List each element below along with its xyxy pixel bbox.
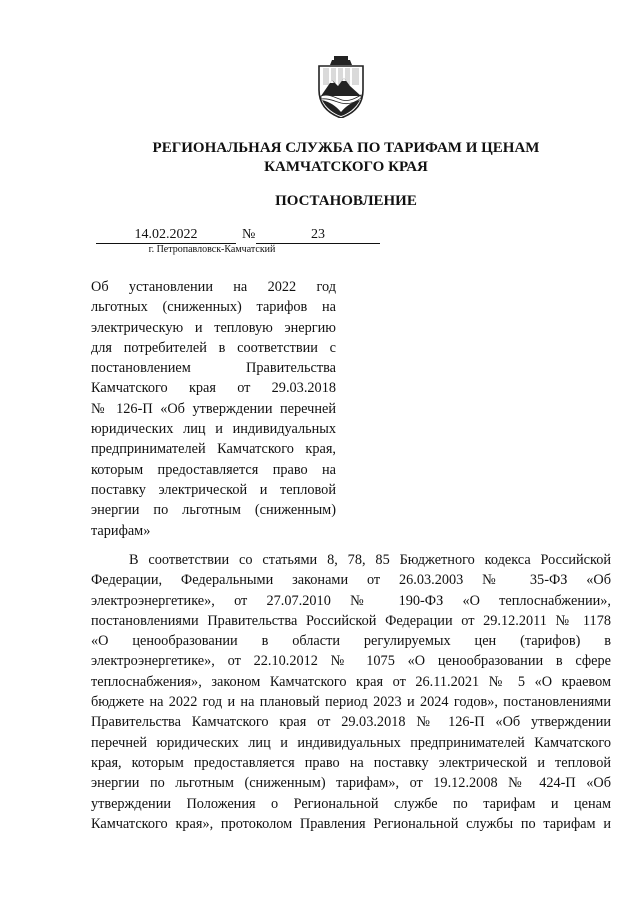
body-line: утверждении Положения о Региональной службе по тарифам и ценам: [91, 795, 611, 812]
body-line: теплоснабжения», законом Камчатского края от 26.11.2021 № 5 «О краевом: [91, 673, 611, 690]
document-body: [91, 550, 611, 834]
city-label: г. Петропавловск-Камчатский: [148, 244, 276, 255]
body-line: постановлениями Правительства Российской Федерации от 29.12.2011 № 1178: [91, 612, 611, 629]
subject-line: которым предоставляется право на: [91, 461, 336, 478]
subject-line: юридических лиц и индивидуальных: [91, 421, 336, 438]
body-line: края, которым предоставляется право на поставку электрической и тепловой: [91, 754, 611, 771]
body-line: В соответствии со статьями 8, 78, 85 Бюджетного кодекса Российской: [129, 552, 611, 568]
subject-line: постановлением Правительства: [91, 360, 336, 377]
date-number-row: [96, 227, 386, 245]
organization-title: [0, 139, 640, 177]
body-line: перечней юридических лиц и индивидуальных предпринимателей Камчатского: [91, 734, 611, 751]
subject-line: энергии по льготным (сниженным): [91, 502, 336, 519]
subject-line: для потребителей в соответствии с: [91, 339, 336, 356]
subject-line: предпринимателей Камчатского края,: [91, 441, 336, 458]
subject-line: тарифам»: [91, 522, 151, 539]
document-type: ПОСТАНОВЛЕНИЕ: [275, 193, 417, 209]
organization-title-line-2: КАМЧАТСКОГО КРАЯ: [264, 159, 428, 175]
body-line: бюджете на 2022 год и на плановый период 2023 и 2024 годов», постановлениями: [91, 694, 611, 711]
subject-line: Камчатского края от 29.03.2018: [91, 380, 336, 397]
subject-line: льготных (сниженных) тарифов на: [91, 299, 336, 316]
kamchatka-emblem-icon: [316, 56, 366, 118]
subject-line: поставку электрической и тепловой: [91, 481, 336, 498]
body-line: Камчатского края», протоколом Правления Региональной службы по тарифам и: [91, 815, 611, 832]
subject-line: электрическую и тепловую энергию: [91, 319, 336, 336]
body-line: Федерации, Федеральными законами от 26.03.2003 № 35-ФЗ «Об: [91, 572, 611, 589]
document-number: 23: [256, 227, 380, 244]
document-date: 14.02.2022: [96, 227, 236, 244]
document-subject: [91, 277, 336, 541]
subject-line: № 126-П «Об утверждении перечней: [91, 400, 336, 417]
number-sign: №: [242, 227, 256, 242]
subject-line: Об установлении на 2022 год: [91, 279, 336, 295]
body-line: электроэнергетике», от 27.07.2010 № 190-ФЗ «О теплоснабжении»,: [91, 592, 611, 609]
organization-title-line-1: РЕГИОНАЛЬНАЯ СЛУЖБА ПО ТАРИФАМ И ЦЕНАМ: [152, 140, 540, 156]
body-line: Правительства Камчатского края от 29.03.2018 № 126-П «Об утверждении: [91, 714, 611, 731]
body-line: «О ценообразовании в области регулируемых цен (тарифов) в: [91, 633, 611, 650]
body-line: энергии по льготным (сниженным) тарифам», от 19.12.2008 № 424-П «Об: [91, 775, 611, 792]
body-line: электроэнергетике», от 22.10.2012 № 1075 «О ценообразовании в сфере: [91, 653, 611, 670]
